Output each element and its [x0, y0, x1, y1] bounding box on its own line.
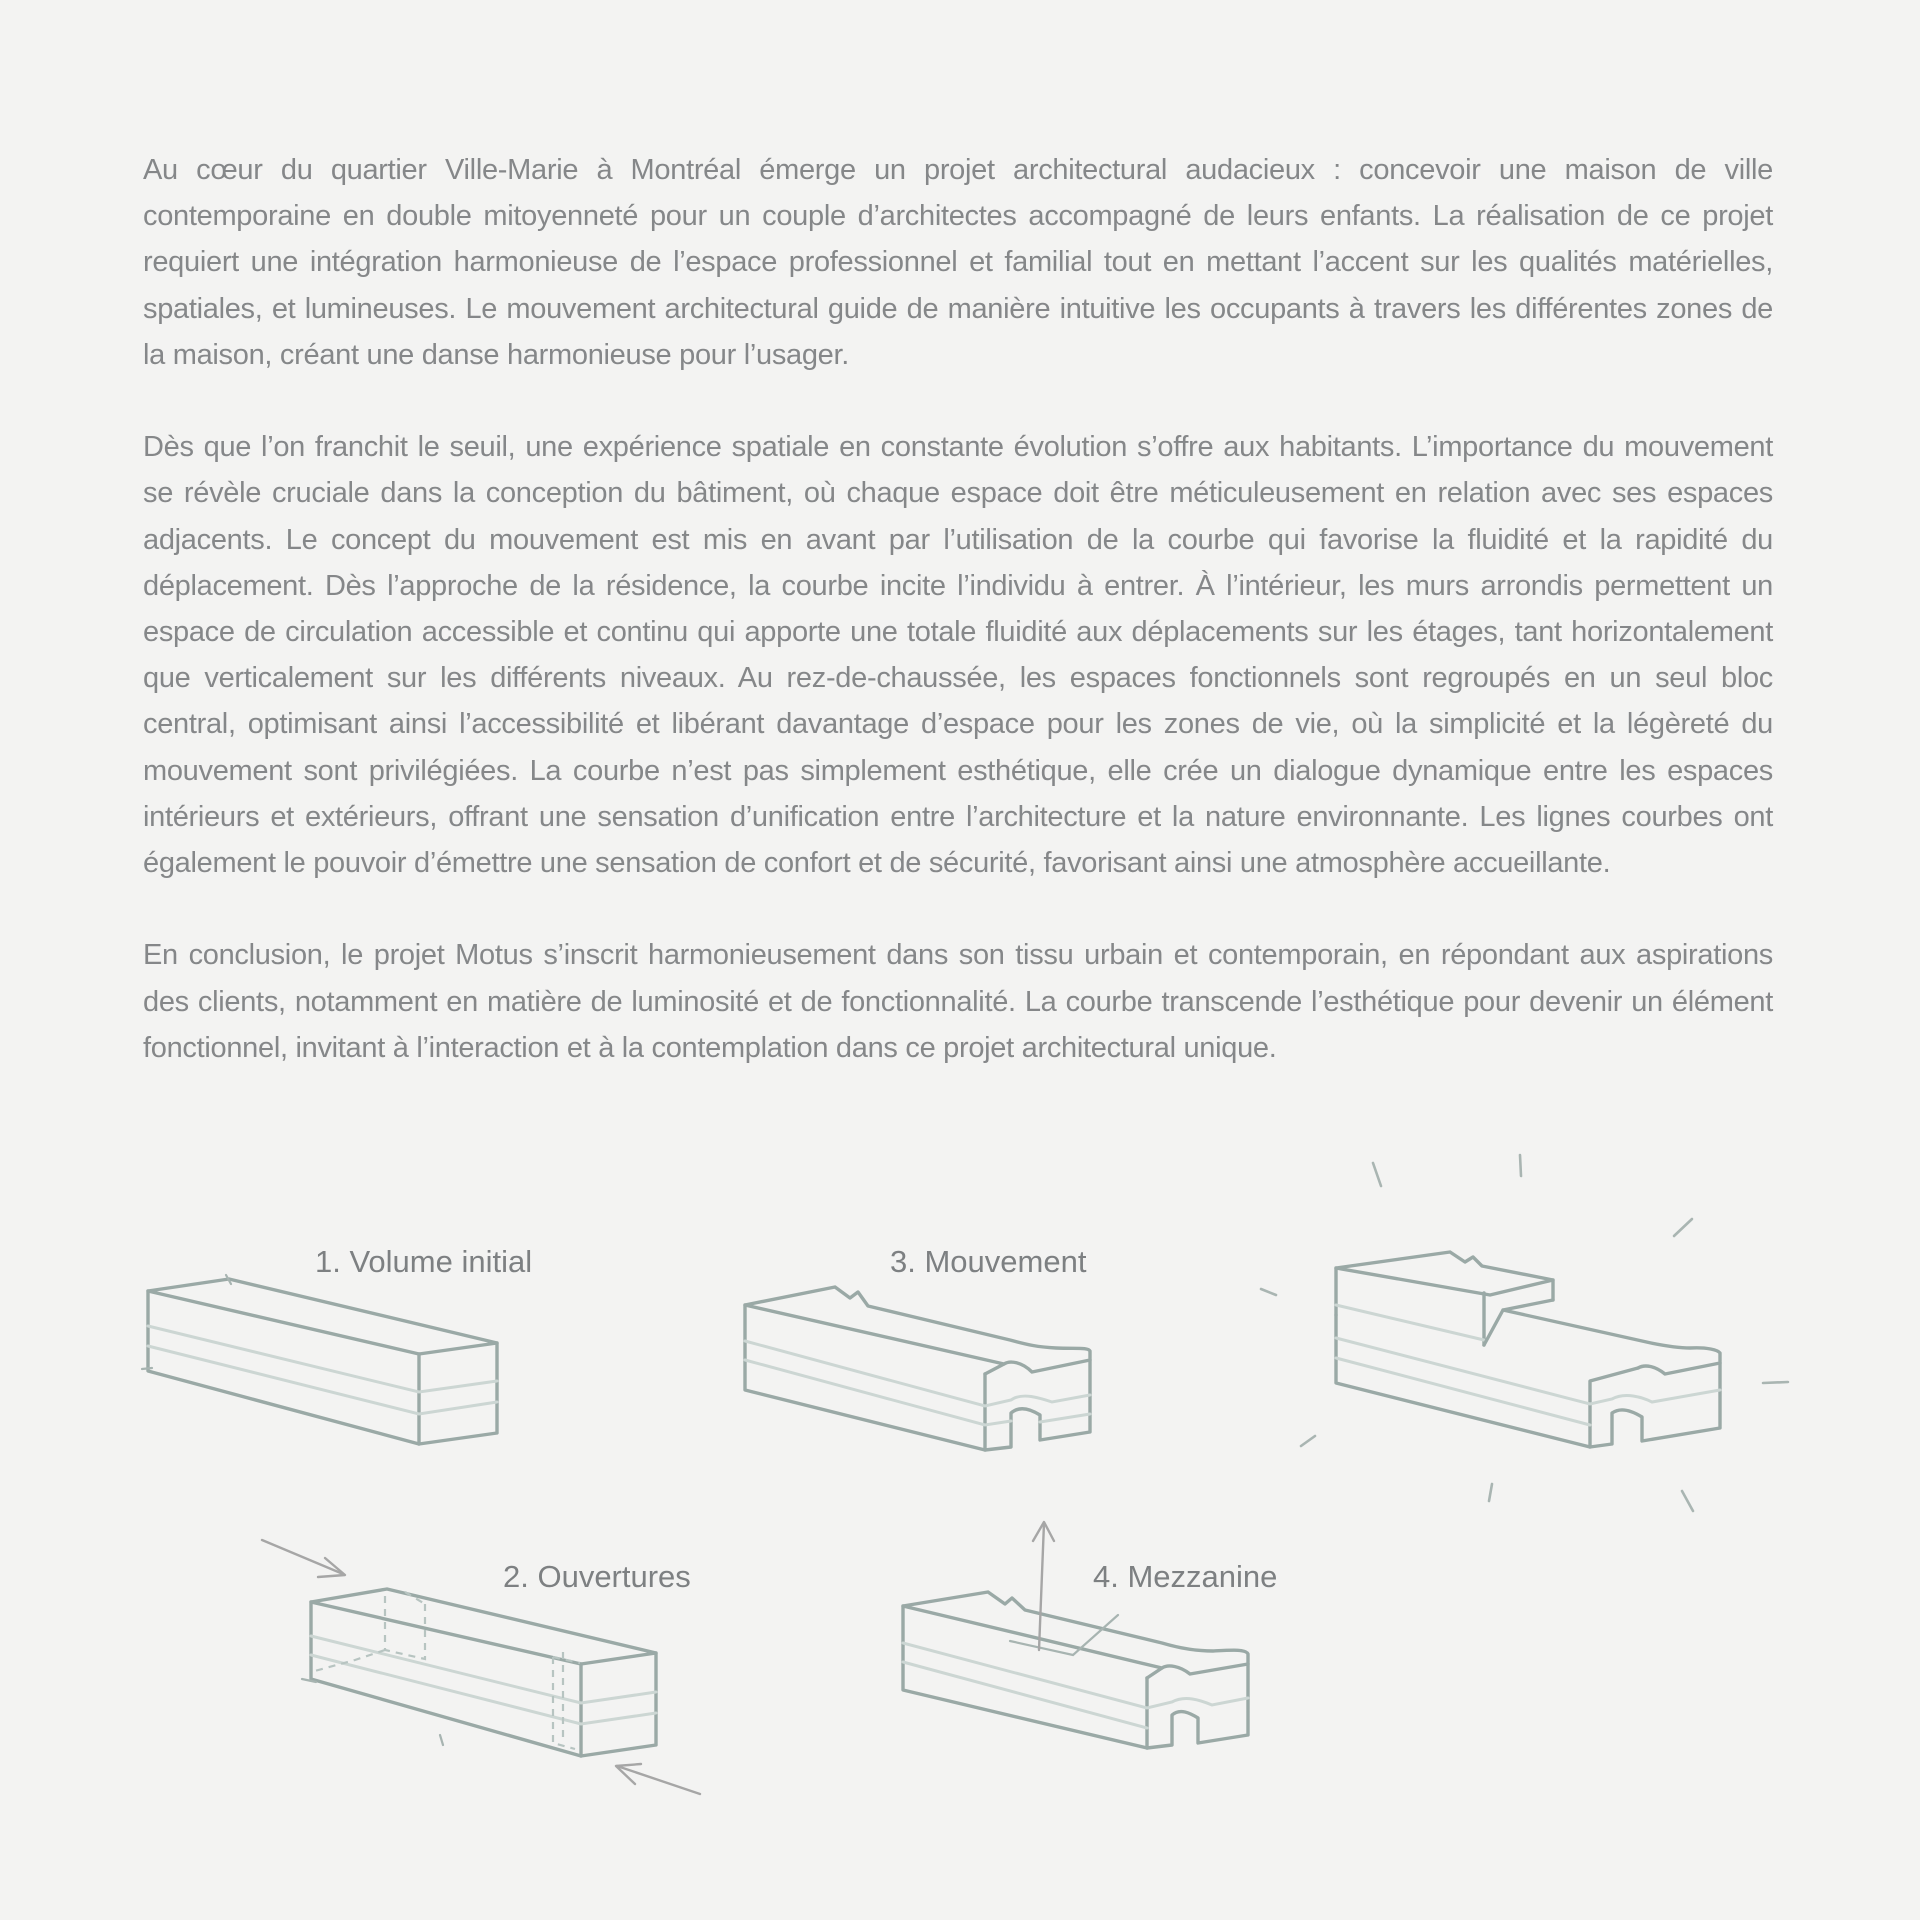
final-volume-sketch [1261, 1155, 1788, 1511]
volume-initial-sketch [142, 1275, 497, 1444]
mouvement-sketch [745, 1287, 1090, 1450]
mezzanine-sketch [903, 1522, 1248, 1748]
paragraph-conclusion: En conclusion, le projet Motus s’inscrit harmonieusement dans son tissu urbain et contemporain, en répondant aux aspirations des clients, notamment en matière de luminosité et de fonctionnalité. La courbe transcende l’esthétique pour devenir un élément fonctionnel, invitant à l’interaction et à la contemplation dans ce projet architectural unique. [143, 939, 1773, 1064]
step2-label: 2. Ouvertures [503, 1559, 691, 1594]
step4-label: 4. Mezzanine [1093, 1559, 1278, 1594]
step1-label: 1. Volume initial [315, 1244, 533, 1279]
paragraph-movement: Dès que l’on franchit le seuil, une expérience spatiale en constante évolution s’offre aux habitants. L’importance du mouvement se révèle cruciale dans la conception du bâtiment, où chaque espace doit être méticuleusement en relation avec ses espaces adjacents. Le concept du mouvement est mis en avant par l’utilisation de la courbe qui favorise la fluidité et la rapidité du déplacement. Dès l’approche de la résidence, la courbe incite l’individu à entrer. À l’intérieur, les murs arrondis permettent un espace de circulation accessible et continu qui apporte une totale fluidité aux déplacements sur les étages, tant horizontalement que verticalement sur les différents niveaux. Au rez-de-chaussée, les espaces fonctionnels sont regroupés en un seul bloc central, optimisant ainsi l’accessibilité et libérant davantage d’espace pour les zones de vie, où la simplicité et la légèreté du mouvement sont privilégiées. La courbe n’est pas simplement esthétique, elle crée un dialogue dynamique entre les espaces intérieurs et extérieurs, offrant une sensation d’unification entre l’architecture et la nature environnante. Les lignes courbes ont également le pouvoir d’émettre une sensation de confort et de sécurité, favorisant ainsi une atmosphère accueillante. [143, 431, 1773, 880]
paragraph-intro: Au cœur du quartier Ville-Marie à Montréal émerge un projet architectural audacieux : concevoir une maison de ville contemporaine en double mitoyenneté pour un couple d’architectes accompagné de leurs enfants. La réalisation de ce projet requiert une intégration harmonieuse de l’espace professionnel et familial tout en mettant l’accent sur les qualités matérielles, spatiales, et lumineuses. Le mouvement architectural guide de manière intuitive les occupants à travers les différentes zones de la maison, créant une danse harmonieuse pour l’usager. [143, 154, 1773, 371]
step3-label: 3. Mouvement [890, 1244, 1087, 1279]
